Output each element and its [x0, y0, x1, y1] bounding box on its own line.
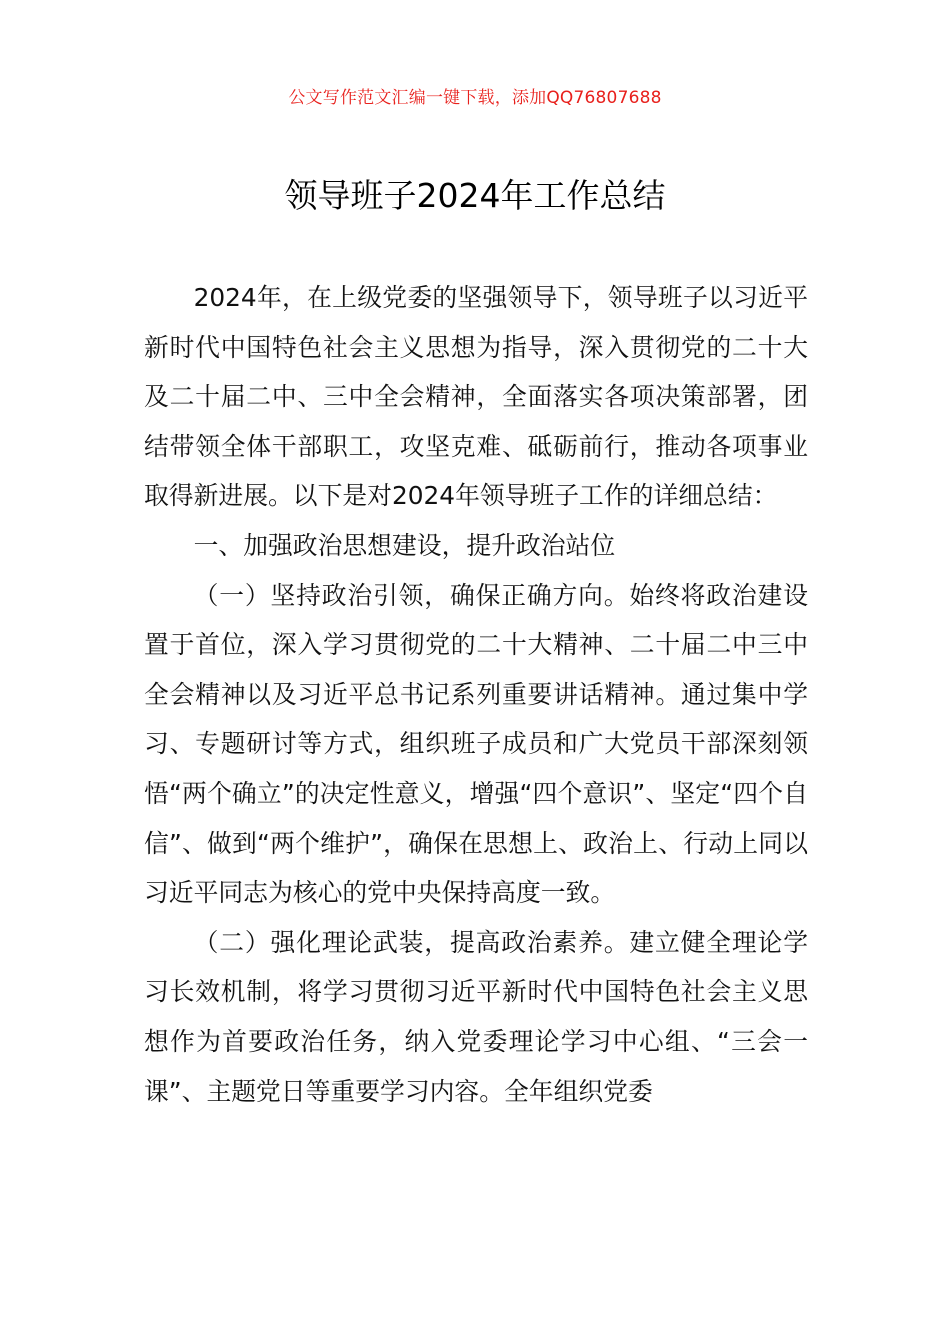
subsection-paragraph-2: （二）强化理论武装，提高政治素养。建立健全理论学习长效机制，将学习贯彻习近平新时代中国特色社会主义思想作为首要政治任务，纳入党委理论学习中心组、“三会一课”、主题党日等重要学习内容。全年组织党委 [144, 927, 808, 1106]
promo-banner-text: 公文写作范文汇编一键下载，添加QQ76807688 [288, 88, 662, 108]
document-title: 领导班子2024年工作总结 [284, 176, 666, 215]
section-heading-1: 一、加强政治思想建设，提升政治站位 [193, 530, 616, 560]
subsection-paragraph-1: （一）坚持政治引领，确保正确方向。始终将政治建设置于首位，深入学习贯彻党的二十大精神、二十届二中三中全会精神以及习近平总书记系列重要讲话精神。通过集中学习、专题研讨等方式，组织班子成员和广大党员干部深刻领悟“两个确立”的决定性意义，增强“四个意识”、坚定“四个自信”、做到“两个维护”，确保在思想上、政治上、行动上同以习近平同志为核心的党中央保持高度一致。 [144, 580, 808, 908]
document-body [144, 273, 808, 1116]
intro-paragraph: 2024年，在上级党委的坚强领导下，领导班子以习近平新时代中国特色社会主义思想为指导，深入贯彻党的二十大及二十届二中、三中全会精神，全面落实各项决策部署，团结带领全体干部职工，攻坚克难、砥砺前行，推动各项事业取得新进展。以下是对2024年领导班子工作的详细总结： [144, 283, 808, 511]
